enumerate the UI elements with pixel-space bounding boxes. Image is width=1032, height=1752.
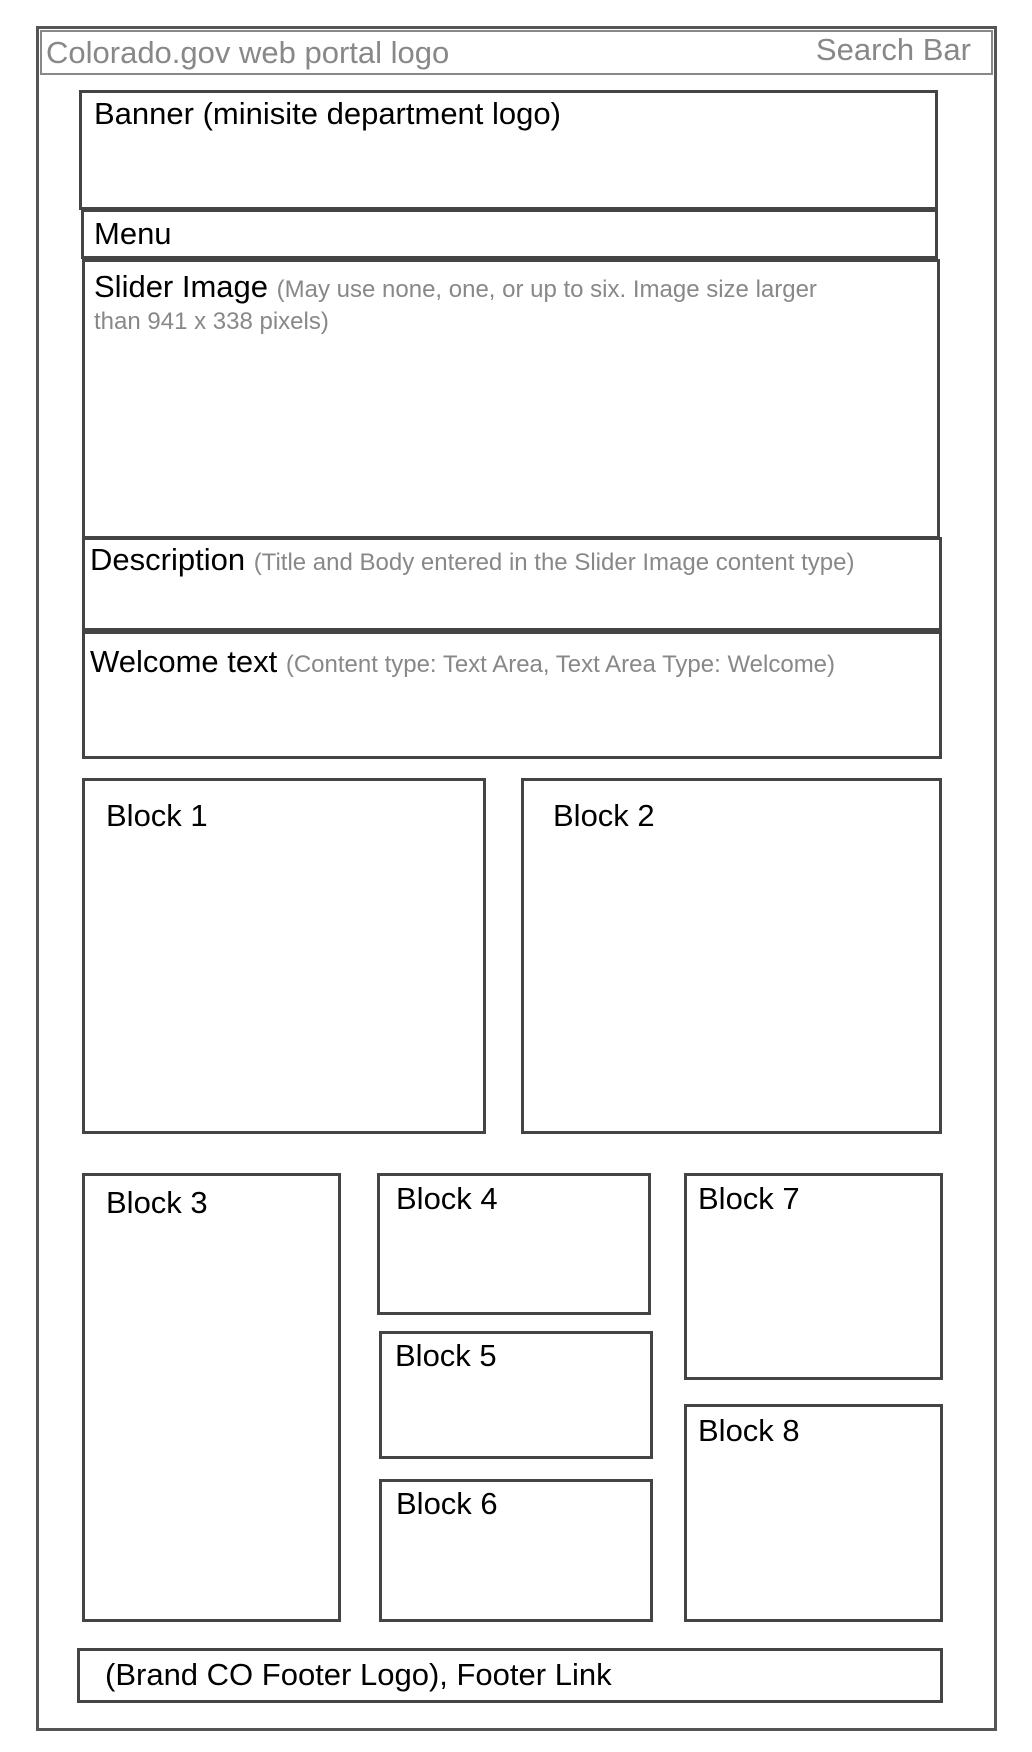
slider-label: Slider Image bbox=[94, 269, 269, 304]
block-7-label: Block 7 bbox=[698, 1181, 800, 1216]
welcome-text-region bbox=[82, 631, 942, 759]
block-7 bbox=[684, 1173, 943, 1380]
block-2-label: Block 2 bbox=[553, 798, 655, 833]
description-label: Description bbox=[90, 542, 246, 577]
slider-note-line2: than 941 x 338 pixels) bbox=[94, 308, 329, 335]
block-4 bbox=[377, 1173, 651, 1315]
block-5 bbox=[379, 1331, 653, 1459]
block-5-label: Block 5 bbox=[395, 1338, 497, 1373]
block-3 bbox=[82, 1173, 341, 1622]
block-6-label: Block 6 bbox=[396, 1486, 498, 1521]
block-4-label: Block 4 bbox=[396, 1181, 498, 1216]
block-8-label: Block 8 bbox=[698, 1413, 800, 1448]
description-region bbox=[82, 537, 942, 631]
banner-region bbox=[79, 90, 938, 210]
block-2 bbox=[521, 778, 942, 1134]
footer-region bbox=[77, 1648, 943, 1703]
block-6 bbox=[379, 1479, 653, 1622]
welcome-note: (Content type: Text Area, Text Area Type: Welcome) bbox=[285, 651, 836, 678]
welcome-label-line bbox=[90, 645, 835, 679]
portal-logo-placeholder: Colorado.gov web portal logo bbox=[46, 35, 450, 70]
slider-image-region bbox=[82, 259, 940, 539]
description-note: (Title and Body entered in the Slider Image content type) bbox=[253, 549, 855, 576]
slider-note-line1: (May use none, one, or up to six. Image size larger bbox=[276, 276, 817, 303]
welcome-label: Welcome text bbox=[90, 644, 278, 679]
banner-label: Banner (minisite department logo) bbox=[94, 96, 561, 131]
block-8 bbox=[684, 1404, 943, 1622]
footer-label: (Brand CO Footer Logo), Footer Link bbox=[105, 1657, 612, 1692]
block-1-label: Block 1 bbox=[106, 798, 208, 833]
search-bar-placeholder: Search Bar bbox=[815, 32, 971, 67]
block-3-label: Block 3 bbox=[106, 1185, 208, 1220]
slider-label-line1 bbox=[94, 270, 817, 304]
menu-label: Menu bbox=[94, 216, 172, 251]
block-1 bbox=[82, 778, 486, 1134]
portal-header bbox=[40, 30, 993, 75]
menu-region bbox=[81, 209, 938, 259]
description-label-line bbox=[90, 543, 854, 577]
